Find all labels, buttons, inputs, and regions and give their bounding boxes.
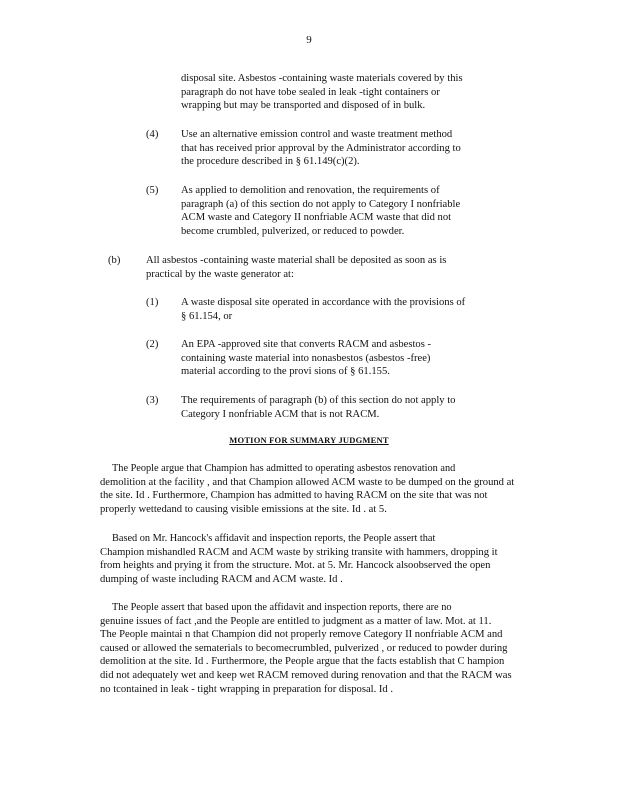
text-line: the site. Id . Furthermore, Champion has admitted to having RACM on the site that was not [100, 490, 488, 502]
text-line: practical by the waste generator at: [146, 268, 294, 280]
text-line: paragraph (a) of this section do not apply to Category I nonfriable [181, 198, 461, 210]
text-line: material according to the provi sions of § 61.155. [181, 366, 390, 378]
text-line: that has received prior approval by the Administrator according to [181, 142, 461, 154]
text-line: disposal site. Asbestos -containing waste materials covered by this [181, 73, 463, 84]
text-line: the procedure described in § 61.149(c)(2). [181, 156, 360, 168]
item-number: (4) [146, 129, 159, 140]
text-line: wrapping but may be transported and disposed of in bulk. [181, 100, 426, 112]
text-line: Champion mishandled RACM and ACM waste by striking transite with hammers, dropping it [100, 546, 498, 558]
item-text [181, 296, 505, 323]
text-line: An EPA -approved site that converts RACM and asbestos - [181, 339, 432, 350]
body-paragraph [100, 532, 540, 586]
text-line: The requirements of paragraph (b) of this section do not apply to [181, 395, 456, 406]
item-text [181, 184, 497, 238]
item-text [181, 394, 497, 421]
text-line: did not adequately wet and keep wet RACM removed during renovation and that the RACM was [100, 669, 512, 681]
heading-text: MOTION FOR SUMMARY JUDGMENT [229, 435, 389, 445]
text-line: genuine issues of fact ,and the People are entitled to judgment as a matter of law. Mot. at 11. [100, 615, 492, 627]
item-number: (1) [146, 297, 159, 308]
section-heading [0, 434, 618, 448]
text-line: § 61.154, or [181, 310, 233, 322]
text-line: The People argue that Champion has admitted to operating asbestos renovation and [112, 463, 456, 474]
text-line: A waste disposal site operated in accordance with the provisions of [181, 297, 466, 308]
item-number: (2) [146, 339, 159, 350]
text-line: As applied to demolition and renovation, the requirements of [181, 185, 440, 196]
item-text [181, 338, 481, 379]
text-line: demolition at the facility , and that Champion allowed ACM waste to be dumped on the ground at [100, 476, 515, 488]
text-line: The People maintai n that Champion did not properly remove Category II nonfriable ACM and [100, 629, 503, 641]
text-line: dumping of waste including RACM and ACM waste. Id . [100, 573, 343, 585]
text-line: paragraph do not have tobe sealed in leak -tight containers or [181, 86, 440, 98]
text-line: containing waste material into nonasbestos (asbestos -free) [181, 352, 431, 364]
section-number: (b) [108, 255, 121, 266]
text-line: Based on Mr. Hancock's affidavit and inspection reports, the People assert that [112, 533, 436, 544]
body-paragraph [100, 462, 540, 516]
text-line: properly wettedand to causing visible emissions at the site. Id . at 5. [100, 503, 387, 515]
item-number: (3) [146, 395, 159, 406]
section-text [146, 254, 486, 281]
body-paragraph [100, 601, 540, 696]
item-text [181, 128, 501, 169]
text-line: demolition at the site. Id . Furthermore, the People argue that the facts establish that C hampion [100, 656, 505, 668]
text-line: Use an alternative emission control and waste treatment method [181, 129, 453, 140]
text-line: become crumbled, pulverized, or reduced to powder. [181, 225, 405, 237]
text-line: caused or allowed the sematerials to becomecrumbled, pulverized , or reduced to powder during [100, 642, 508, 654]
text-line: from heights and prying it from the structure. Mot. at 5. Mr. Hancock alsoobserved the open [100, 560, 491, 572]
page-number: 9 [306, 34, 312, 46]
text-line: All asbestos -containing waste material shall be deposited as soon as is [146, 255, 447, 266]
text-line: Category I nonfriable ACM that is not RACM. [181, 408, 380, 420]
text-line: ACM waste and Category II nonfriable ACM waste that did not [181, 212, 452, 224]
text-line: The People assert that based upon the affidavit and inspection reports, there are no [112, 602, 452, 613]
text-line: no tcontained in leak - tight wrapping in preparation for disposal. Id . [100, 683, 394, 695]
continuation-block [181, 72, 497, 113]
item-number: (5) [146, 185, 159, 196]
